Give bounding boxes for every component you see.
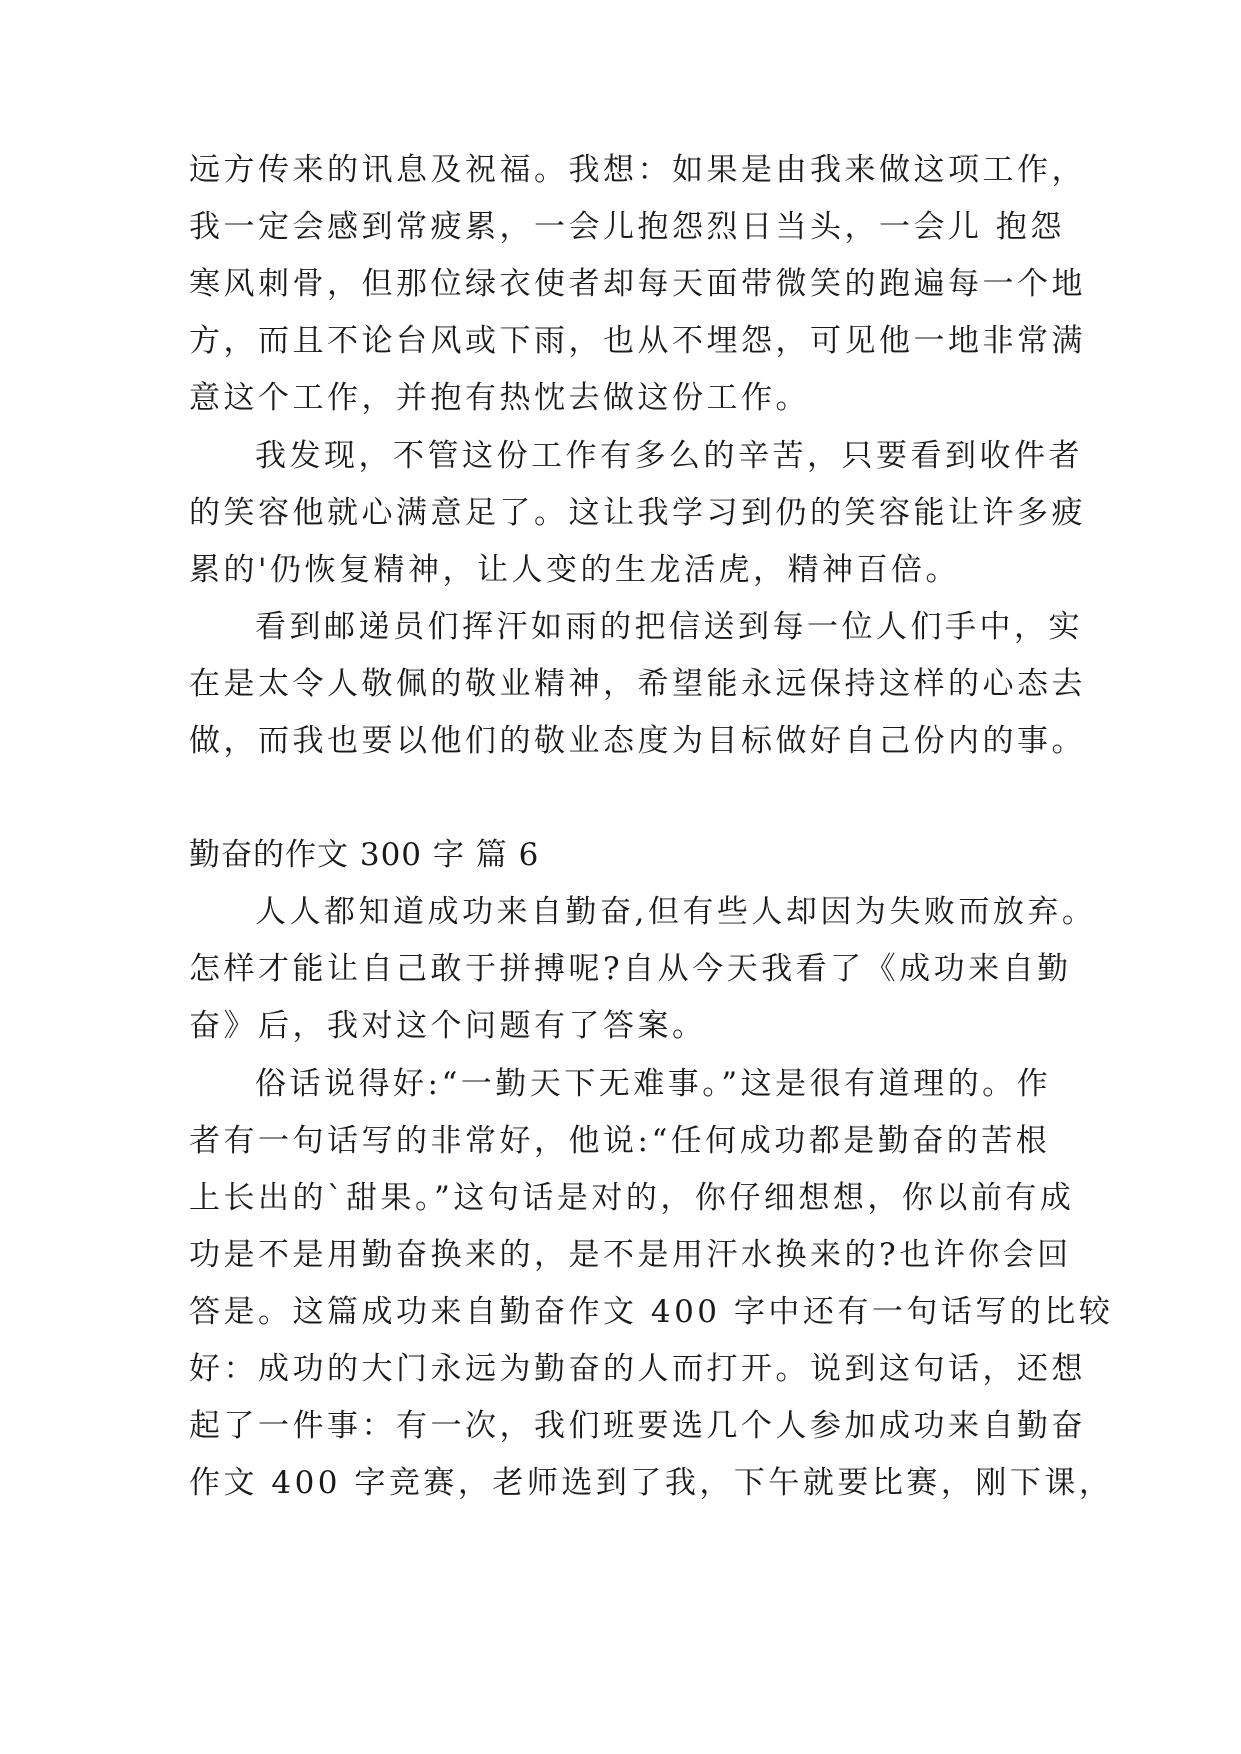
paragraph-line: 起了一件事：有一次，我们班要选几个人参加成功来自勤奋 (189, 1408, 1086, 1444)
paragraph-line: 人人都知道成功来自勤奋,但有些人却因为失败而放弃。 (255, 894, 1097, 930)
paragraph-line: 的笑容他就心满意足了。这让我学习到仍的笑容能让许多疲 (189, 495, 1086, 531)
paragraph-line: 在是太令人敬佩的敬业精神，希望能永远保持这样的心态去 (189, 666, 1086, 702)
paragraph-line: 奋》后，我对这个问题有了答案。 (189, 1008, 707, 1044)
paragraph-line: 累的'仍恢复精神，让人变的生龙活虎，精神百倍。 (189, 552, 961, 588)
paragraph-line: 怎样才能让自己敢于拼搏呢?自从今天我看了《成功来自勤 (189, 951, 1072, 987)
paragraph-line: 远方传来的讯息及祝福。我想：如果是由我来做这项工作， (189, 152, 1086, 188)
paragraph-line: 上长出的`甜果。”这句话是对的，你仔细想想，你以前有成 (189, 1180, 1075, 1216)
paragraph-line: 我发现，不管这份工作有多么的辛苦，只要看到收件者 (255, 438, 1083, 474)
paragraph-line: 看到邮递员们挥汗如雨的把信送到每一位人们手中，实 (255, 609, 1083, 645)
paragraph-line: 者有一句话写的非常好，他说:“任何成功都是勤奋的苦根 (189, 1123, 1051, 1159)
paragraph-line: 功是不是用勤奋换来的，是不是用汗水换来的?也许你会回 (189, 1237, 1072, 1273)
paragraph-line: 好：成功的大门永远为勤奋的人而打开。说到这句话，还想 (189, 1351, 1086, 1387)
paragraph-line: 答是。这篇成功来自勤奋作文 400 字中还有一句话写的比较 (189, 1294, 1114, 1330)
paragraph-line: 方，而且不论台风或下雨，也从不埋怨，可见他一地非常满 (189, 323, 1086, 359)
paragraph-line: 意这个工作，并抱有热忱去做这份工作。 (189, 380, 810, 416)
paragraph-line: 我一定会感到常疲累，一会儿抱怨烈日当头，一会儿 抱怨 (189, 209, 1065, 245)
paragraph-line: 作文 400 字竞赛，老师选到了我，下午就要比赛，刚下课， (189, 1465, 1114, 1501)
paragraph-line: 寒风刺骨，但那位绿衣使者却每天面带微笑的跑遍每一个地 (189, 266, 1086, 302)
section-heading: 勤奋的作文 300 字 篇 6 (189, 837, 540, 873)
paragraph-line: 俗话说得好:“一勤天下无难事。”这是很有道理的。作 (255, 1066, 1052, 1102)
paragraph-line: 做，而我也要以他们的敬业态度为目标做好自己份内的事。 (189, 723, 1086, 759)
